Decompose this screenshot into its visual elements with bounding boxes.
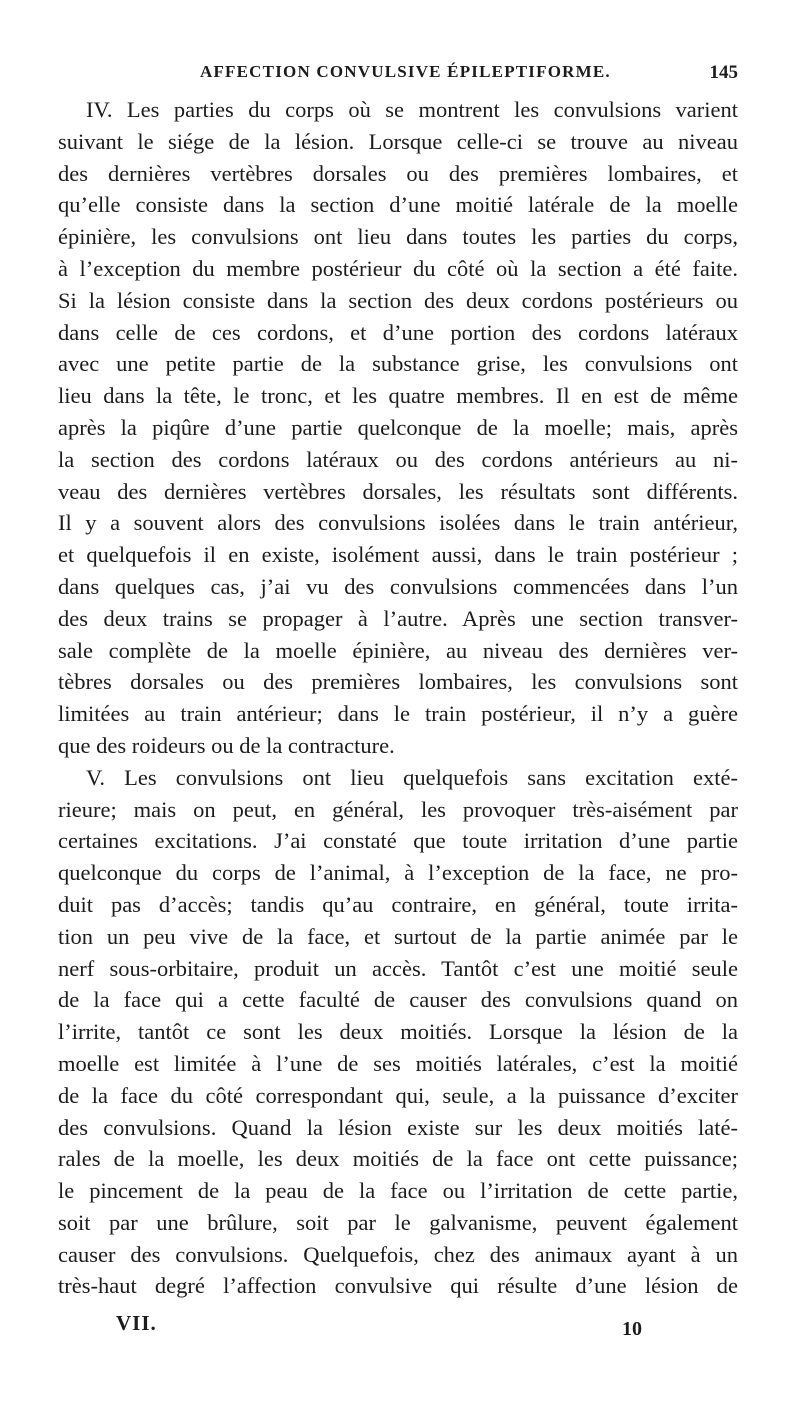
text-line: qu’elle consiste dans la section d’une moitié latérale de la moelle [58, 192, 738, 218]
text-line: lieu dans la tête, le tronc, et les quatre membres. Il en est de même [58, 383, 738, 409]
text-line: et quelquefois il en existe, isolément aussi, dans le train postérieur ; [58, 542, 738, 568]
text-line: la section des cordons latéraux ou des cordons antérieurs au ni- [58, 446, 738, 472]
text-line: épinière, les convulsions ont lieu dans toutes les parties du corps, [58, 224, 738, 250]
text-line: causer des convulsions. Quelquefois, chez des animaux ayant à un [58, 1241, 738, 1267]
text-line: l’irrite, tantôt ce sont les deux moitiés. Lorsque la lésion de la [58, 1019, 738, 1045]
text-line: moelle est limitée à l’une de ses moitiés latérales, c’est la moitié [58, 1050, 738, 1076]
text-line: tion un peu vive de la face, et surtout de la partie animée par le [58, 923, 738, 949]
text-line: dans quelques cas, j’ai vu des convulsions commencées dans l’un [58, 573, 738, 599]
text-line: à l’exception du membre postérieur du côté où la section a été faite. [58, 255, 738, 281]
text-line: sale complète de la moelle épinière, au niveau des dernières ver- [58, 637, 738, 663]
page-number: 145 [709, 62, 738, 83]
text-line: suivant le siége de la lésion. Lorsque celle-ci se trouve au niveau [58, 128, 738, 154]
text-line: rales de la moelle, les deux moitiés de la face ont cette puissance; [58, 1146, 738, 1172]
text-line: IV. Les parties du corps où se montrent les convulsions varient [86, 97, 738, 122]
text-line: nerf sous-orbitaire, produit un accès. Tantôt c’est une moitié seule [58, 955, 738, 981]
text-line: le pincement de la peau de la face ou l’irritation de cette partie, [58, 1178, 738, 1204]
text-line: limitées au train antérieur; dans le train postérieur, il n’y a guère [58, 701, 738, 727]
text-line: certaines excitations. J’ai constaté que toute irritation d’une partie [58, 828, 738, 854]
text-line: duit pas d’accès; tandis qu’au contraire, en général, toute irrita- [58, 891, 738, 917]
sheet-number: 10 [622, 1318, 642, 1340]
text-line: très-haut degré l’affection convulsive qui résulte d’une lésion de [58, 1273, 738, 1299]
text-line: V. Les convulsions ont lieu quelquefois sans excitation exté- [86, 764, 738, 790]
text-line: quelconque du corps de l’animal, à l’exception de la face, ne pro- [58, 860, 738, 886]
text-line: des convulsions. Quand la lésion existe sur les deux moitiés laté- [58, 1114, 738, 1140]
text-line: Si la lésion consiste dans la section des deux cordons postérieurs ou [58, 287, 738, 313]
text-line: que des roideurs ou de la contracture. [58, 732, 395, 758]
text-line: rieure; mais on peut, en général, les provoquer très-aisément par [58, 796, 738, 822]
text-line: soit par une brûlure, soit par le galvanisme, peuvent également [58, 1209, 738, 1235]
text-line: tèbres dorsales ou des premières lombaires, les convulsions sont [58, 669, 738, 695]
text-line: Il y a souvent alors des convulsions isolées dans le train antérieur, [58, 510, 738, 536]
text-line: de la face qui a cette faculté de causer des convulsions quand on [58, 987, 738, 1013]
text-line: des deux trains se propager à l’autre. Après une section transver- [58, 605, 738, 631]
signature-mark: VII. [116, 1311, 157, 1335]
body-text [58, 94, 738, 1302]
text-line: avec une petite partie de la substance grise, les convulsions ont [58, 351, 738, 377]
text-line: de la face du côté correspondant qui, seule, a la puissance d’exciter [58, 1082, 738, 1108]
text-line: dans celle de ces cordons, et d’une portion des cordons latéraux [58, 319, 738, 345]
text-line: des dernières vertèbres dorsales ou des premières lombaires, et [58, 160, 738, 186]
running-title: AFFECTION CONVULSIVE ÉPILEPTIFORME. [200, 62, 611, 81]
text-line: veau des dernières vertèbres dorsales, les résultats sont différents. [58, 478, 738, 504]
text-line: après la piqûre d’une partie quelconque de la moelle; mais, après [58, 414, 738, 440]
